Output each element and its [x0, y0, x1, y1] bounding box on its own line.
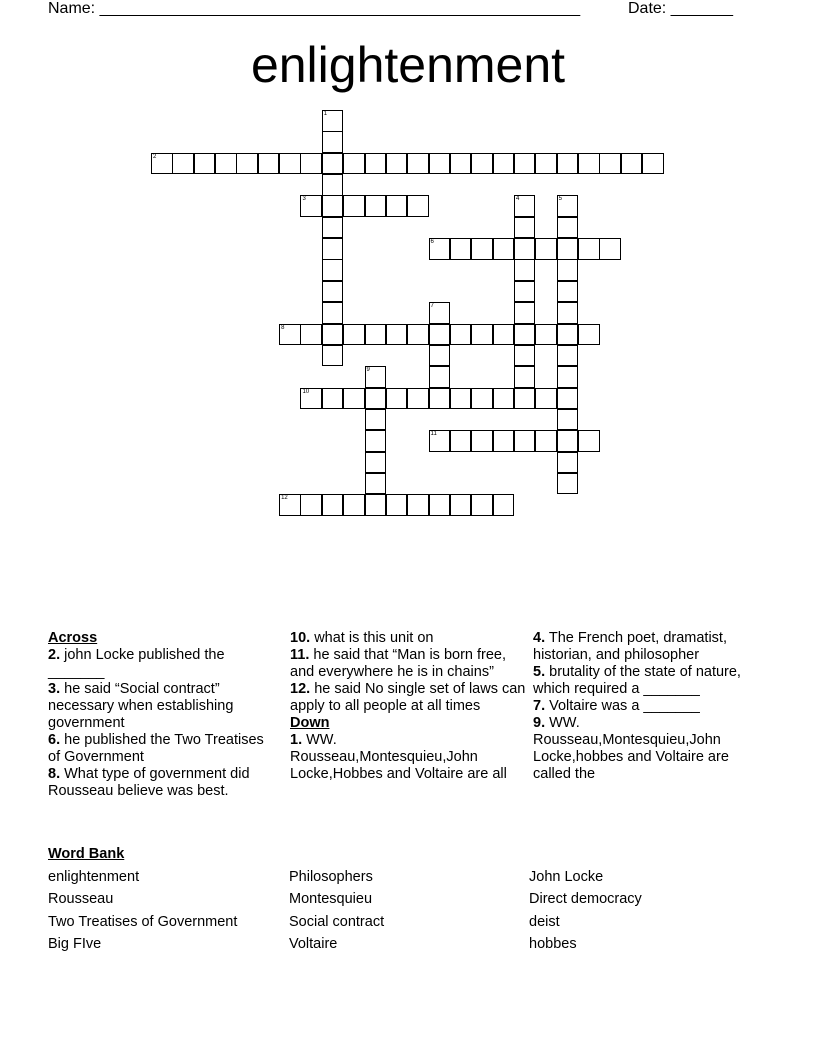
clue-number: 3. — [48, 681, 61, 697]
crossword-cell[interactable] — [407, 195, 429, 217]
clue-number: 12. — [290, 681, 311, 697]
crossword-cell[interactable] — [300, 324, 322, 346]
crossword-cell[interactable] — [557, 324, 579, 346]
crossword-cell[interactable] — [429, 430, 451, 452]
crossword-cell[interactable] — [365, 473, 387, 495]
crossword-cell[interactable] — [407, 324, 429, 346]
crossword-cell[interactable] — [322, 217, 344, 239]
crossword-cell[interactable] — [557, 366, 579, 388]
crossword-cell[interactable] — [407, 388, 429, 410]
clue-text: The French poet, dramatist, historian, and philosopher — [533, 630, 727, 663]
crossword-cell[interactable] — [578, 153, 600, 175]
clues-column-3 — [533, 630, 769, 783]
crossword-cell[interactable] — [322, 324, 344, 346]
crossword-cell[interactable] — [365, 324, 387, 346]
word-bank-item: Rousseau — [48, 891, 114, 908]
crossword-cell[interactable] — [279, 324, 301, 346]
clue-number: 2. — [48, 647, 61, 663]
crossword-cell[interactable] — [343, 195, 365, 217]
crossword-cell[interactable] — [535, 430, 557, 452]
clue-number-label: 5 — [558, 196, 562, 203]
crossword-cell[interactable] — [322, 153, 344, 175]
crossword-cell[interactable] — [365, 409, 387, 431]
crossword-cell[interactable] — [514, 430, 536, 452]
word-bank-item: enlightenment — [48, 869, 140, 885]
crossword-cell[interactable] — [557, 238, 579, 260]
crossword-cell[interactable] — [557, 388, 579, 410]
crossword-cell[interactable] — [557, 195, 579, 217]
crossword-cell[interactable] — [322, 131, 344, 153]
crossword-cell[interactable] — [578, 430, 600, 452]
crossword-cell[interactable] — [514, 302, 536, 324]
crossword-cell[interactable] — [514, 259, 536, 281]
clue-text: What type of government did Rousseau believe was best. — [48, 766, 250, 799]
crossword-cell[interactable] — [514, 345, 536, 367]
clue-number: 8. — [48, 766, 61, 782]
clue-number-label: 1 — [323, 111, 328, 117]
crossword-cell[interactable] — [557, 452, 579, 474]
crossword-cell[interactable] — [557, 217, 579, 239]
crossword-cell[interactable] — [386, 195, 408, 217]
crossword-cell[interactable] — [343, 388, 365, 410]
clue-number: 1. — [290, 732, 303, 748]
clue-number: 9. — [533, 715, 546, 731]
clue-down-4 — [533, 630, 769, 664]
word-bank-title: Word Bank — [48, 846, 125, 862]
crossword-cell[interactable] — [471, 324, 493, 346]
across-heading: Across — [48, 630, 98, 646]
clue-number: 10. — [290, 630, 311, 646]
crossword-cell[interactable] — [450, 324, 472, 346]
crossword-cell[interactable] — [514, 238, 536, 260]
clue-number-label: 3 — [302, 196, 306, 203]
crossword-cell[interactable] — [386, 153, 408, 175]
clue-text: what is this unit on — [314, 630, 434, 646]
crossword-cell[interactable] — [514, 388, 536, 410]
crossword-cell[interactable] — [343, 494, 365, 516]
clue-text: WW. Rousseau,Montesquieu,John Locke,hobbes and Voltaire are called the — [533, 715, 729, 782]
date-field[interactable]: Date: _______ — [628, 0, 733, 17]
word-bank-item: John Locke — [529, 869, 604, 885]
crossword-cell[interactable] — [514, 366, 536, 388]
clue-across-12 — [290, 681, 526, 715]
clue-number-label: 9 — [366, 367, 370, 374]
crossword-cell[interactable] — [300, 195, 322, 217]
crossword-cell[interactable] — [557, 409, 579, 431]
clue-number-label: 6 — [430, 239, 434, 246]
crossword-cell[interactable] — [386, 388, 408, 410]
crossword-cell[interactable] — [493, 494, 515, 516]
crossword-cell[interactable] — [493, 388, 515, 410]
clues-column-2 — [290, 630, 526, 783]
crossword-cell[interactable] — [429, 153, 451, 175]
crossword-cell[interactable] — [514, 217, 536, 239]
crossword-cell[interactable] — [642, 153, 664, 175]
clue-text: he said No single set of laws can apply to all people at all times — [290, 681, 526, 714]
crossword-cell[interactable] — [471, 430, 493, 452]
crossword-cell[interactable] — [429, 238, 451, 260]
crossword-cell[interactable] — [322, 195, 344, 217]
word-bank-item: Montesquieu — [289, 891, 373, 908]
clue-number: 4. — [533, 630, 546, 646]
clue-number: 5. — [533, 664, 546, 680]
crossword-cell[interactable] — [365, 452, 387, 474]
crossword-cell[interactable] — [514, 281, 536, 303]
crossword-cell[interactable] — [578, 238, 600, 260]
crossword-cell[interactable] — [300, 388, 322, 410]
clue-across-10 — [290, 630, 526, 647]
crossword-cell[interactable] — [279, 494, 301, 516]
clue-text: he published the Two Treatises of Government — [48, 732, 264, 765]
crossword-cell[interactable] — [322, 174, 344, 196]
clue-number-label: 4 — [515, 196, 520, 203]
clue-number-label: 10 — [302, 388, 310, 395]
crossword-cell[interactable] — [493, 238, 515, 260]
crossword-cell[interactable] — [599, 238, 621, 260]
clue-text: john Locke published the _______ — [48, 647, 225, 680]
clue-number-label: 2 — [153, 153, 157, 160]
clue-down-5 — [533, 664, 769, 698]
crossword-cell[interactable] — [535, 388, 557, 410]
word-bank-item: Direct democracy — [529, 891, 642, 908]
crossword-cell[interactable] — [322, 110, 344, 132]
clue-down-1 — [290, 732, 526, 783]
clue-down-7 — [533, 698, 769, 715]
word-bank-item: Philosophers — [289, 869, 373, 885]
crossword-cell[interactable] — [450, 388, 472, 410]
clue-number: 7. — [533, 698, 546, 714]
crossword-cell[interactable] — [557, 430, 579, 452]
crossword-cell[interactable] — [471, 153, 493, 175]
crossword-cell[interactable] — [557, 259, 579, 281]
crossword-cell[interactable] — [429, 345, 451, 367]
crossword-cell[interactable] — [493, 430, 515, 452]
crossword-cell[interactable] — [322, 281, 344, 303]
clue-text: he said “Social contract” necessary when establishing government — [48, 681, 234, 731]
crossword-cell[interactable] — [322, 259, 344, 281]
clue-across-11 — [290, 647, 526, 681]
word-bank-item: deist — [529, 913, 560, 930]
crossword-cell[interactable] — [557, 281, 579, 303]
crossword-cell[interactable] — [514, 195, 536, 217]
crossword-cell[interactable] — [279, 153, 301, 175]
crossword-cell[interactable] — [365, 494, 387, 516]
crossword-cell[interactable] — [471, 388, 493, 410]
clue-number-label: 12 — [281, 495, 288, 502]
crossword-cell[interactable] — [578, 324, 600, 346]
crossword-cell[interactable] — [172, 153, 194, 175]
clue-number-label: 7 — [430, 303, 434, 310]
crossword-cell[interactable] — [557, 153, 579, 175]
crossword-cell[interactable] — [365, 388, 387, 410]
page-title: enlightenment — [250, 37, 566, 93]
clue-number-label: 11 — [430, 431, 437, 438]
clue-number-label: 8 — [281, 324, 285, 331]
crossword-cell[interactable] — [535, 153, 557, 175]
crossword-cell[interactable] — [322, 302, 344, 324]
word-bank-item: Two Treatises of Government — [48, 913, 238, 930]
crossword-cell[interactable] — [450, 153, 472, 175]
word-bank-item: hobbes — [529, 935, 577, 952]
crossword-cell[interactable] — [429, 494, 451, 516]
clue-across-3 — [48, 681, 273, 732]
crossword-cell[interactable] — [151, 153, 173, 175]
crossword-cell[interactable] — [322, 494, 344, 516]
clue-text: Voltaire was a _______ — [549, 698, 700, 714]
crossword-cell[interactable] — [493, 153, 515, 175]
crossword-cell[interactable] — [194, 153, 216, 175]
crossword-cell[interactable] — [514, 153, 536, 175]
crossword-cell[interactable] — [557, 302, 579, 324]
crossword-cell[interactable] — [535, 238, 557, 260]
crossword-cell[interactable] — [599, 153, 621, 175]
crossword-cell[interactable] — [322, 388, 344, 410]
crossword-cell[interactable] — [386, 494, 408, 516]
crossword-cell[interactable] — [514, 324, 536, 346]
crossword-cell[interactable] — [343, 324, 365, 346]
word-bank-item: Social contract — [289, 913, 385, 930]
crossword-cell[interactable] — [407, 153, 429, 175]
name-field[interactable]: Name: ______________________________________________________ — [48, 0, 581, 17]
crossword-cell[interactable] — [557, 345, 579, 367]
word-bank-item: Voltaire — [289, 935, 338, 952]
crossword-cell[interactable] — [535, 324, 557, 346]
crossword-cell[interactable] — [365, 430, 387, 452]
clue-number: 6. — [48, 732, 61, 748]
down-heading: Down — [290, 715, 330, 731]
clue-down-9 — [533, 715, 769, 783]
clue-text: brutality of the state of nature, which required a _______ — [533, 664, 741, 697]
crossword-cell[interactable] — [429, 388, 451, 410]
crossword-cell[interactable] — [621, 153, 643, 175]
word-bank-item: Big FIve — [48, 935, 102, 952]
crossword-cell[interactable] — [365, 366, 387, 388]
crossword-cell[interactable] — [493, 324, 515, 346]
clue-across-2 — [48, 647, 273, 681]
crossword-cell[interactable] — [557, 473, 579, 495]
crossword-cell[interactable] — [215, 153, 237, 175]
crossword-cell[interactable] — [429, 366, 451, 388]
crossword-cell[interactable] — [471, 494, 493, 516]
clue-across-6 — [48, 732, 273, 766]
crossword-cell[interactable] — [429, 302, 451, 324]
clue-text: WW. Rousseau,Montesquieu,John Locke,Hobbes and Voltaire are all — [290, 732, 507, 782]
clue-text: he said that “Man is born free, and everywhere he is in chains” — [290, 647, 507, 680]
crossword-cell[interactable] — [343, 153, 365, 175]
crossword-cell[interactable] — [471, 238, 493, 260]
crossword-cell[interactable] — [300, 153, 322, 175]
crossword-cell[interactable] — [322, 238, 344, 260]
crossword-cell[interactable] — [386, 324, 408, 346]
crossword-cell[interactable] — [407, 494, 429, 516]
crossword-cell[interactable] — [236, 153, 258, 175]
crossword-cell[interactable] — [365, 153, 387, 175]
crossword-cell[interactable] — [450, 430, 472, 452]
crossword-cell[interactable] — [429, 324, 451, 346]
crossword-cell[interactable] — [365, 195, 387, 217]
crossword-cell[interactable] — [450, 238, 472, 260]
clues-column-1 — [48, 630, 273, 800]
crossword-cell[interactable] — [258, 153, 280, 175]
crossword-cell[interactable] — [322, 345, 344, 367]
clue-number: 11. — [290, 647, 310, 663]
crossword-cell[interactable] — [300, 494, 322, 516]
clue-across-8 — [48, 766, 273, 800]
crossword-cell[interactable] — [450, 494, 472, 516]
